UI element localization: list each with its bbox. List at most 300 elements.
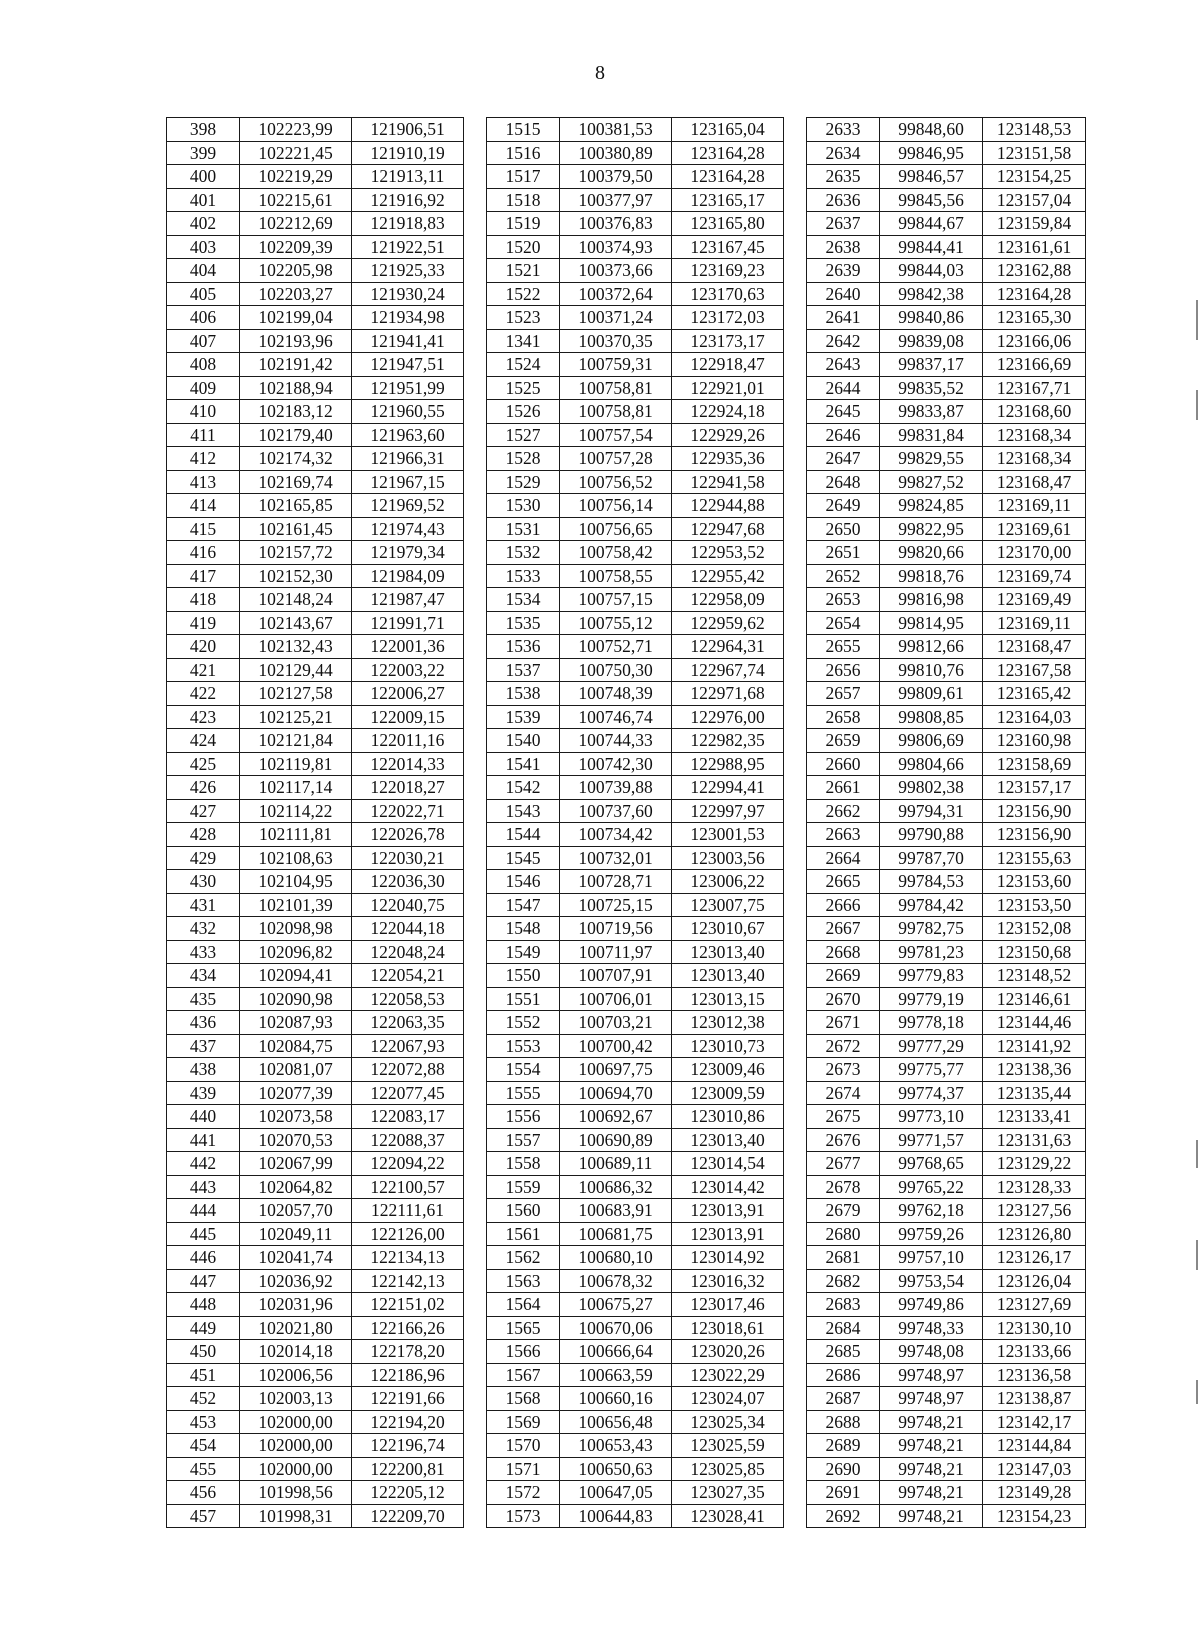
cell-point-number-group-3: 2678 <box>807 1175 880 1199</box>
cell-x-coordinate-group-2: 100706,01 <box>560 987 672 1011</box>
cell-y-coordinate-group-2: 123010,73 <box>672 1034 784 1058</box>
column-gap <box>464 1246 487 1270</box>
table-row <box>167 1269 1086 1293</box>
cell-point-number-group-3: 2660 <box>807 752 880 776</box>
cell-x-coordinate-group-3: 99804,66 <box>880 752 983 776</box>
cell-x-coordinate-group-1: 101998,31 <box>240 1504 352 1528</box>
cell-x-coordinate-group-1: 102188,94 <box>240 376 352 400</box>
cell-point-number-group-1: 434 <box>167 964 240 988</box>
cell-y-coordinate-group-2: 123028,41 <box>672 1504 784 1528</box>
cell-x-coordinate-group-3: 99844,67 <box>880 212 983 236</box>
cell-x-coordinate-group-3: 99827,52 <box>880 470 983 494</box>
column-gap <box>784 447 807 471</box>
cell-x-coordinate-group-2: 100711,97 <box>560 940 672 964</box>
cell-y-coordinate-group-3: 123141,92 <box>983 1034 1086 1058</box>
cell-y-coordinate-group-3: 123169,61 <box>983 517 1086 541</box>
cell-x-coordinate-group-3: 99749,86 <box>880 1293 983 1317</box>
cell-point-number-group-3: 2653 <box>807 588 880 612</box>
cell-point-number-group-3: 2689 <box>807 1434 880 1458</box>
cell-x-coordinate-group-2: 100653,43 <box>560 1434 672 1458</box>
table-row <box>167 329 1086 353</box>
cell-y-coordinate-group-2: 122976,00 <box>672 705 784 729</box>
cell-x-coordinate-group-1: 102073,58 <box>240 1105 352 1129</box>
cell-point-number-group-2: 1547 <box>487 893 560 917</box>
cell-y-coordinate-group-3: 123148,52 <box>983 964 1086 988</box>
column-gap <box>784 1316 807 1340</box>
cell-y-coordinate-group-3: 123156,90 <box>983 799 1086 823</box>
cell-y-coordinate-group-3: 123166,69 <box>983 353 1086 377</box>
cell-y-coordinate-group-1: 122006,27 <box>352 682 464 706</box>
cell-point-number-group-1: 427 <box>167 799 240 823</box>
column-gap <box>464 259 487 283</box>
cell-point-number-group-2: 1572 <box>487 1481 560 1505</box>
cell-x-coordinate-group-2: 100370,35 <box>560 329 672 353</box>
cell-y-coordinate-group-1: 122063,35 <box>352 1011 464 1035</box>
cell-x-coordinate-group-2: 100744,33 <box>560 729 672 753</box>
cell-point-number-group-1: 449 <box>167 1316 240 1340</box>
column-gap <box>464 1457 487 1481</box>
table-row <box>167 1199 1086 1223</box>
column-gap <box>784 470 807 494</box>
cell-x-coordinate-group-3: 99759,26 <box>880 1222 983 1246</box>
table-row <box>167 1034 1086 1058</box>
column-gap <box>464 870 487 894</box>
cell-y-coordinate-group-2: 122964,31 <box>672 635 784 659</box>
cell-y-coordinate-group-2: 122994,41 <box>672 776 784 800</box>
column-gap <box>464 1410 487 1434</box>
cell-point-number-group-3: 2661 <box>807 776 880 800</box>
column-gap <box>784 682 807 706</box>
cell-point-number-group-1: 400 <box>167 165 240 189</box>
cell-point-number-group-2: 1553 <box>487 1034 560 1058</box>
cell-x-coordinate-group-1: 102165,85 <box>240 494 352 518</box>
table-row <box>167 940 1086 964</box>
table-row <box>167 1363 1086 1387</box>
column-gap <box>784 353 807 377</box>
cell-point-number-group-2: 1521 <box>487 259 560 283</box>
column-gap <box>784 1152 807 1176</box>
column-gap <box>464 188 487 212</box>
cell-y-coordinate-group-1: 122018,27 <box>352 776 464 800</box>
column-gap <box>784 1269 807 1293</box>
table-row <box>167 588 1086 612</box>
column-gap <box>464 588 487 612</box>
cell-x-coordinate-group-2: 100381,53 <box>560 118 672 142</box>
cell-x-coordinate-group-2: 100663,59 <box>560 1363 672 1387</box>
cell-point-number-group-1: 439 <box>167 1081 240 1105</box>
cell-x-coordinate-group-3: 99748,33 <box>880 1316 983 1340</box>
cell-y-coordinate-group-2: 123016,32 <box>672 1269 784 1293</box>
table-row <box>167 400 1086 424</box>
table-row <box>167 870 1086 894</box>
column-gap <box>784 188 807 212</box>
table-row <box>167 1410 1086 1434</box>
cell-y-coordinate-group-3: 123138,87 <box>983 1387 1086 1411</box>
cell-x-coordinate-group-1: 102000,00 <box>240 1434 352 1458</box>
cell-point-number-group-1: 401 <box>167 188 240 212</box>
column-gap <box>784 1222 807 1246</box>
cell-x-coordinate-group-2: 100758,55 <box>560 564 672 588</box>
cell-x-coordinate-group-2: 100680,10 <box>560 1246 672 1270</box>
cell-y-coordinate-group-1: 122111,61 <box>352 1199 464 1223</box>
cell-point-number-group-1: 452 <box>167 1387 240 1411</box>
cell-x-coordinate-group-2: 100681,75 <box>560 1222 672 1246</box>
cell-y-coordinate-group-3: 123126,17 <box>983 1246 1086 1270</box>
cell-point-number-group-1: 443 <box>167 1175 240 1199</box>
table-row <box>167 1011 1086 1035</box>
cell-point-number-group-2: 1517 <box>487 165 560 189</box>
cell-y-coordinate-group-1: 122003,22 <box>352 658 464 682</box>
table-row <box>167 188 1086 212</box>
column-gap <box>784 1105 807 1129</box>
cell-point-number-group-2: 1528 <box>487 447 560 471</box>
cell-x-coordinate-group-2: 100371,24 <box>560 306 672 330</box>
column-gap <box>784 917 807 941</box>
cell-y-coordinate-group-1: 122151,02 <box>352 1293 464 1317</box>
column-gap <box>464 212 487 236</box>
cell-x-coordinate-group-2: 100656,48 <box>560 1410 672 1434</box>
cell-point-number-group-3: 2691 <box>807 1481 880 1505</box>
cell-y-coordinate-group-2: 123012,38 <box>672 1011 784 1035</box>
cell-point-number-group-2: 1563 <box>487 1269 560 1293</box>
cell-y-coordinate-group-2: 122941,58 <box>672 470 784 494</box>
cell-y-coordinate-group-1: 122186,96 <box>352 1363 464 1387</box>
cell-point-number-group-1: 415 <box>167 517 240 541</box>
cell-x-coordinate-group-1: 102221,45 <box>240 141 352 165</box>
table-row <box>167 658 1086 682</box>
cell-y-coordinate-group-2: 123014,54 <box>672 1152 784 1176</box>
cell-point-number-group-2: 1546 <box>487 870 560 894</box>
column-gap <box>784 940 807 964</box>
column-gap <box>784 1457 807 1481</box>
column-gap <box>464 470 487 494</box>
table-row <box>167 1128 1086 1152</box>
cell-point-number-group-3: 2677 <box>807 1152 880 1176</box>
cell-point-number-group-3: 2686 <box>807 1363 880 1387</box>
cell-x-coordinate-group-3: 99837,17 <box>880 353 983 377</box>
cell-point-number-group-3: 2685 <box>807 1340 880 1364</box>
column-gap <box>784 658 807 682</box>
cell-x-coordinate-group-2: 100703,21 <box>560 1011 672 1035</box>
cell-point-number-group-3: 2656 <box>807 658 880 682</box>
cell-point-number-group-2: 1537 <box>487 658 560 682</box>
page-number: 8 <box>595 62 605 84</box>
cell-y-coordinate-group-1: 121984,09 <box>352 564 464 588</box>
column-gap <box>784 541 807 565</box>
cell-x-coordinate-group-2: 100644,83 <box>560 1504 672 1528</box>
cell-point-number-group-1: 416 <box>167 541 240 565</box>
cell-y-coordinate-group-1: 122205,12 <box>352 1481 464 1505</box>
cell-x-coordinate-group-1: 102117,14 <box>240 776 352 800</box>
cell-point-number-group-3: 2679 <box>807 1199 880 1223</box>
column-gap <box>464 141 487 165</box>
cell-y-coordinate-group-1: 121922,51 <box>352 235 464 259</box>
table-row <box>167 494 1086 518</box>
cell-y-coordinate-group-2: 123018,61 <box>672 1316 784 1340</box>
cell-point-number-group-1: 423 <box>167 705 240 729</box>
column-gap <box>784 893 807 917</box>
cell-y-coordinate-group-1: 121918,83 <box>352 212 464 236</box>
cell-y-coordinate-group-3: 123156,90 <box>983 823 1086 847</box>
column-gap <box>784 1293 807 1317</box>
cell-y-coordinate-group-3: 123169,49 <box>983 588 1086 612</box>
column-gap <box>784 1034 807 1058</box>
table-row <box>167 1105 1086 1129</box>
coordinates-table-body <box>167 118 1086 1528</box>
cell-point-number-group-1: 402 <box>167 212 240 236</box>
column-gap <box>464 964 487 988</box>
cell-y-coordinate-group-3: 123158,69 <box>983 752 1086 776</box>
cell-x-coordinate-group-1: 102114,22 <box>240 799 352 823</box>
column-gap <box>784 564 807 588</box>
cell-y-coordinate-group-3: 123154,23 <box>983 1504 1086 1528</box>
table-row <box>167 376 1086 400</box>
column-gap <box>784 494 807 518</box>
cell-y-coordinate-group-2: 123027,35 <box>672 1481 784 1505</box>
cell-x-coordinate-group-1: 102094,41 <box>240 964 352 988</box>
table-row <box>167 541 1086 565</box>
cell-y-coordinate-group-3: 123130,10 <box>983 1316 1086 1340</box>
column-gap <box>464 1363 487 1387</box>
scan-edge-marks <box>1192 0 1200 1652</box>
cell-point-number-group-1: 445 <box>167 1222 240 1246</box>
cell-point-number-group-1: 404 <box>167 259 240 283</box>
cell-x-coordinate-group-1: 102132,43 <box>240 635 352 659</box>
cell-y-coordinate-group-1: 121974,43 <box>352 517 464 541</box>
cell-x-coordinate-group-2: 100374,93 <box>560 235 672 259</box>
table-row <box>167 1504 1086 1528</box>
column-gap <box>464 1175 487 1199</box>
cell-x-coordinate-group-1: 102101,39 <box>240 893 352 917</box>
cell-point-number-group-1: 412 <box>167 447 240 471</box>
column-gap <box>784 611 807 635</box>
cell-x-coordinate-group-1: 102152,30 <box>240 564 352 588</box>
cell-point-number-group-2: 1566 <box>487 1340 560 1364</box>
cell-x-coordinate-group-3: 99808,85 <box>880 705 983 729</box>
cell-point-number-group-3: 2648 <box>807 470 880 494</box>
cell-y-coordinate-group-1: 121967,15 <box>352 470 464 494</box>
cell-point-number-group-3: 2692 <box>807 1504 880 1528</box>
cell-y-coordinate-group-3: 123168,47 <box>983 635 1086 659</box>
column-gap <box>464 118 487 142</box>
cell-point-number-group-1: 419 <box>167 611 240 635</box>
cell-y-coordinate-group-3: 123128,33 <box>983 1175 1086 1199</box>
cell-y-coordinate-group-1: 122166,26 <box>352 1316 464 1340</box>
cell-point-number-group-3: 2671 <box>807 1011 880 1035</box>
cell-x-coordinate-group-1: 102183,12 <box>240 400 352 424</box>
cell-point-number-group-3: 2649 <box>807 494 880 518</box>
cell-x-coordinate-group-1: 102199,04 <box>240 306 352 330</box>
cell-y-coordinate-group-1: 122191,66 <box>352 1387 464 1411</box>
cell-point-number-group-2: 1534 <box>487 588 560 612</box>
cell-point-number-group-3: 2682 <box>807 1269 880 1293</box>
cell-x-coordinate-group-1: 102161,45 <box>240 517 352 541</box>
column-gap <box>784 729 807 753</box>
cell-x-coordinate-group-1: 102000,00 <box>240 1410 352 1434</box>
cell-x-coordinate-group-1: 102212,69 <box>240 212 352 236</box>
column-gap <box>464 635 487 659</box>
cell-point-number-group-2: 1516 <box>487 141 560 165</box>
column-gap <box>464 1034 487 1058</box>
cell-point-number-group-1: 436 <box>167 1011 240 1035</box>
cell-y-coordinate-group-3: 123161,61 <box>983 235 1086 259</box>
cell-x-coordinate-group-2: 100758,81 <box>560 376 672 400</box>
cell-x-coordinate-group-2: 100670,06 <box>560 1316 672 1340</box>
column-gap <box>784 141 807 165</box>
cell-x-coordinate-group-1: 102223,99 <box>240 118 352 142</box>
column-gap <box>464 940 487 964</box>
cell-y-coordinate-group-1: 121913,11 <box>352 165 464 189</box>
cell-point-number-group-1: 428 <box>167 823 240 847</box>
cell-y-coordinate-group-2: 123170,63 <box>672 282 784 306</box>
cell-x-coordinate-group-2: 100377,97 <box>560 188 672 212</box>
cell-x-coordinate-group-1: 102003,13 <box>240 1387 352 1411</box>
cell-y-coordinate-group-2: 122918,47 <box>672 353 784 377</box>
cell-point-number-group-3: 2636 <box>807 188 880 212</box>
cell-x-coordinate-group-2: 100689,11 <box>560 1152 672 1176</box>
cell-point-number-group-3: 2684 <box>807 1316 880 1340</box>
cell-point-number-group-3: 2658 <box>807 705 880 729</box>
cell-x-coordinate-group-2: 100666,64 <box>560 1340 672 1364</box>
cell-point-number-group-3: 2683 <box>807 1293 880 1317</box>
cell-x-coordinate-group-1: 102104,95 <box>240 870 352 894</box>
column-gap <box>784 1058 807 1082</box>
cell-x-coordinate-group-1: 102108,63 <box>240 846 352 870</box>
cell-x-coordinate-group-1: 102121,84 <box>240 729 352 753</box>
cell-x-coordinate-group-1: 102143,67 <box>240 611 352 635</box>
table-row <box>167 212 1086 236</box>
cell-point-number-group-1: 406 <box>167 306 240 330</box>
cell-point-number-group-3: 2670 <box>807 987 880 1011</box>
cell-point-number-group-2: 1573 <box>487 1504 560 1528</box>
table-row <box>167 846 1086 870</box>
cell-point-number-group-1: 451 <box>167 1363 240 1387</box>
cell-point-number-group-2: 1560 <box>487 1199 560 1223</box>
table-row <box>167 165 1086 189</box>
column-gap <box>464 494 487 518</box>
cell-y-coordinate-group-1: 121925,33 <box>352 259 464 283</box>
column-gap <box>784 329 807 353</box>
column-gap <box>464 987 487 1011</box>
cell-x-coordinate-group-1: 102174,32 <box>240 447 352 471</box>
cell-x-coordinate-group-1: 102000,00 <box>240 1457 352 1481</box>
cell-y-coordinate-group-1: 121916,92 <box>352 188 464 212</box>
cell-y-coordinate-group-2: 123164,28 <box>672 165 784 189</box>
cell-x-coordinate-group-1: 102049,11 <box>240 1222 352 1246</box>
cell-x-coordinate-group-1: 102148,24 <box>240 588 352 612</box>
cell-x-coordinate-group-3: 99846,95 <box>880 141 983 165</box>
cell-point-number-group-2: 1533 <box>487 564 560 588</box>
table-row <box>167 1340 1086 1364</box>
cell-y-coordinate-group-2: 122988,95 <box>672 752 784 776</box>
cell-x-coordinate-group-2: 100746,74 <box>560 705 672 729</box>
column-gap <box>464 1481 487 1505</box>
table-row <box>167 447 1086 471</box>
cell-x-coordinate-group-3: 99787,70 <box>880 846 983 870</box>
cell-x-coordinate-group-2: 100756,14 <box>560 494 672 518</box>
cell-x-coordinate-group-3: 99757,10 <box>880 1246 983 1270</box>
cell-point-number-group-1: 429 <box>167 846 240 870</box>
cell-point-number-group-2: 1558 <box>487 1152 560 1176</box>
column-gap <box>784 1340 807 1364</box>
cell-point-number-group-1: 425 <box>167 752 240 776</box>
cell-x-coordinate-group-1: 102031,96 <box>240 1293 352 1317</box>
column-gap <box>464 1152 487 1176</box>
cell-y-coordinate-group-2: 122935,36 <box>672 447 784 471</box>
cell-y-coordinate-group-1: 122077,45 <box>352 1081 464 1105</box>
cell-x-coordinate-group-1: 102119,81 <box>240 752 352 776</box>
cell-x-coordinate-group-1: 102169,74 <box>240 470 352 494</box>
cell-point-number-group-1: 444 <box>167 1199 240 1223</box>
cell-y-coordinate-group-3: 123168,60 <box>983 400 1086 424</box>
cell-y-coordinate-group-1: 122030,21 <box>352 846 464 870</box>
cell-y-coordinate-group-1: 122072,88 <box>352 1058 464 1082</box>
cell-point-number-group-3: 2676 <box>807 1128 880 1152</box>
table-row <box>167 729 1086 753</box>
cell-y-coordinate-group-1: 122058,53 <box>352 987 464 1011</box>
cell-point-number-group-2: 1556 <box>487 1105 560 1129</box>
cell-point-number-group-1: 414 <box>167 494 240 518</box>
cell-y-coordinate-group-2: 123025,59 <box>672 1434 784 1458</box>
cell-x-coordinate-group-2: 100690,89 <box>560 1128 672 1152</box>
cell-x-coordinate-group-3: 99784,53 <box>880 870 983 894</box>
cell-x-coordinate-group-3: 99818,76 <box>880 564 983 588</box>
cell-point-number-group-3: 2675 <box>807 1105 880 1129</box>
table-row <box>167 141 1086 165</box>
column-gap <box>784 517 807 541</box>
cell-y-coordinate-group-2: 123165,17 <box>672 188 784 212</box>
cell-x-coordinate-group-3: 99779,83 <box>880 964 983 988</box>
column-gap <box>464 729 487 753</box>
cell-y-coordinate-group-1: 122026,78 <box>352 823 464 847</box>
cell-point-number-group-3: 2639 <box>807 259 880 283</box>
cell-point-number-group-2: 1531 <box>487 517 560 541</box>
table-row <box>167 564 1086 588</box>
cell-y-coordinate-group-3: 123170,00 <box>983 541 1086 565</box>
cell-point-number-group-2: 1522 <box>487 282 560 306</box>
column-gap <box>784 987 807 1011</box>
cell-x-coordinate-group-1: 102070,53 <box>240 1128 352 1152</box>
column-gap <box>784 282 807 306</box>
cell-x-coordinate-group-1: 102209,39 <box>240 235 352 259</box>
column-gap <box>464 376 487 400</box>
table-row <box>167 1293 1086 1317</box>
cell-y-coordinate-group-1: 122100,57 <box>352 1175 464 1199</box>
cell-point-number-group-3: 2668 <box>807 940 880 964</box>
cell-point-number-group-3: 2652 <box>807 564 880 588</box>
cell-x-coordinate-group-3: 99748,97 <box>880 1387 983 1411</box>
cell-point-number-group-1: 448 <box>167 1293 240 1317</box>
cell-y-coordinate-group-1: 121906,51 <box>352 118 464 142</box>
cell-y-coordinate-group-3: 123138,36 <box>983 1058 1086 1082</box>
table-row <box>167 776 1086 800</box>
cell-x-coordinate-group-2: 100732,01 <box>560 846 672 870</box>
cell-point-number-group-2: 1545 <box>487 846 560 870</box>
cell-point-number-group-1: 430 <box>167 870 240 894</box>
column-gap <box>464 400 487 424</box>
cell-y-coordinate-group-1: 122067,93 <box>352 1034 464 1058</box>
cell-x-coordinate-group-3: 99816,98 <box>880 588 983 612</box>
cell-point-number-group-1: 403 <box>167 235 240 259</box>
cell-x-coordinate-group-2: 100686,32 <box>560 1175 672 1199</box>
cell-x-coordinate-group-1: 102014,18 <box>240 1340 352 1364</box>
cell-point-number-group-1: 450 <box>167 1340 240 1364</box>
cell-x-coordinate-group-3: 99814,95 <box>880 611 983 635</box>
column-gap <box>784 1387 807 1411</box>
column-gap <box>784 1081 807 1105</box>
table-row <box>167 470 1086 494</box>
cell-x-coordinate-group-3: 99778,18 <box>880 1011 983 1035</box>
